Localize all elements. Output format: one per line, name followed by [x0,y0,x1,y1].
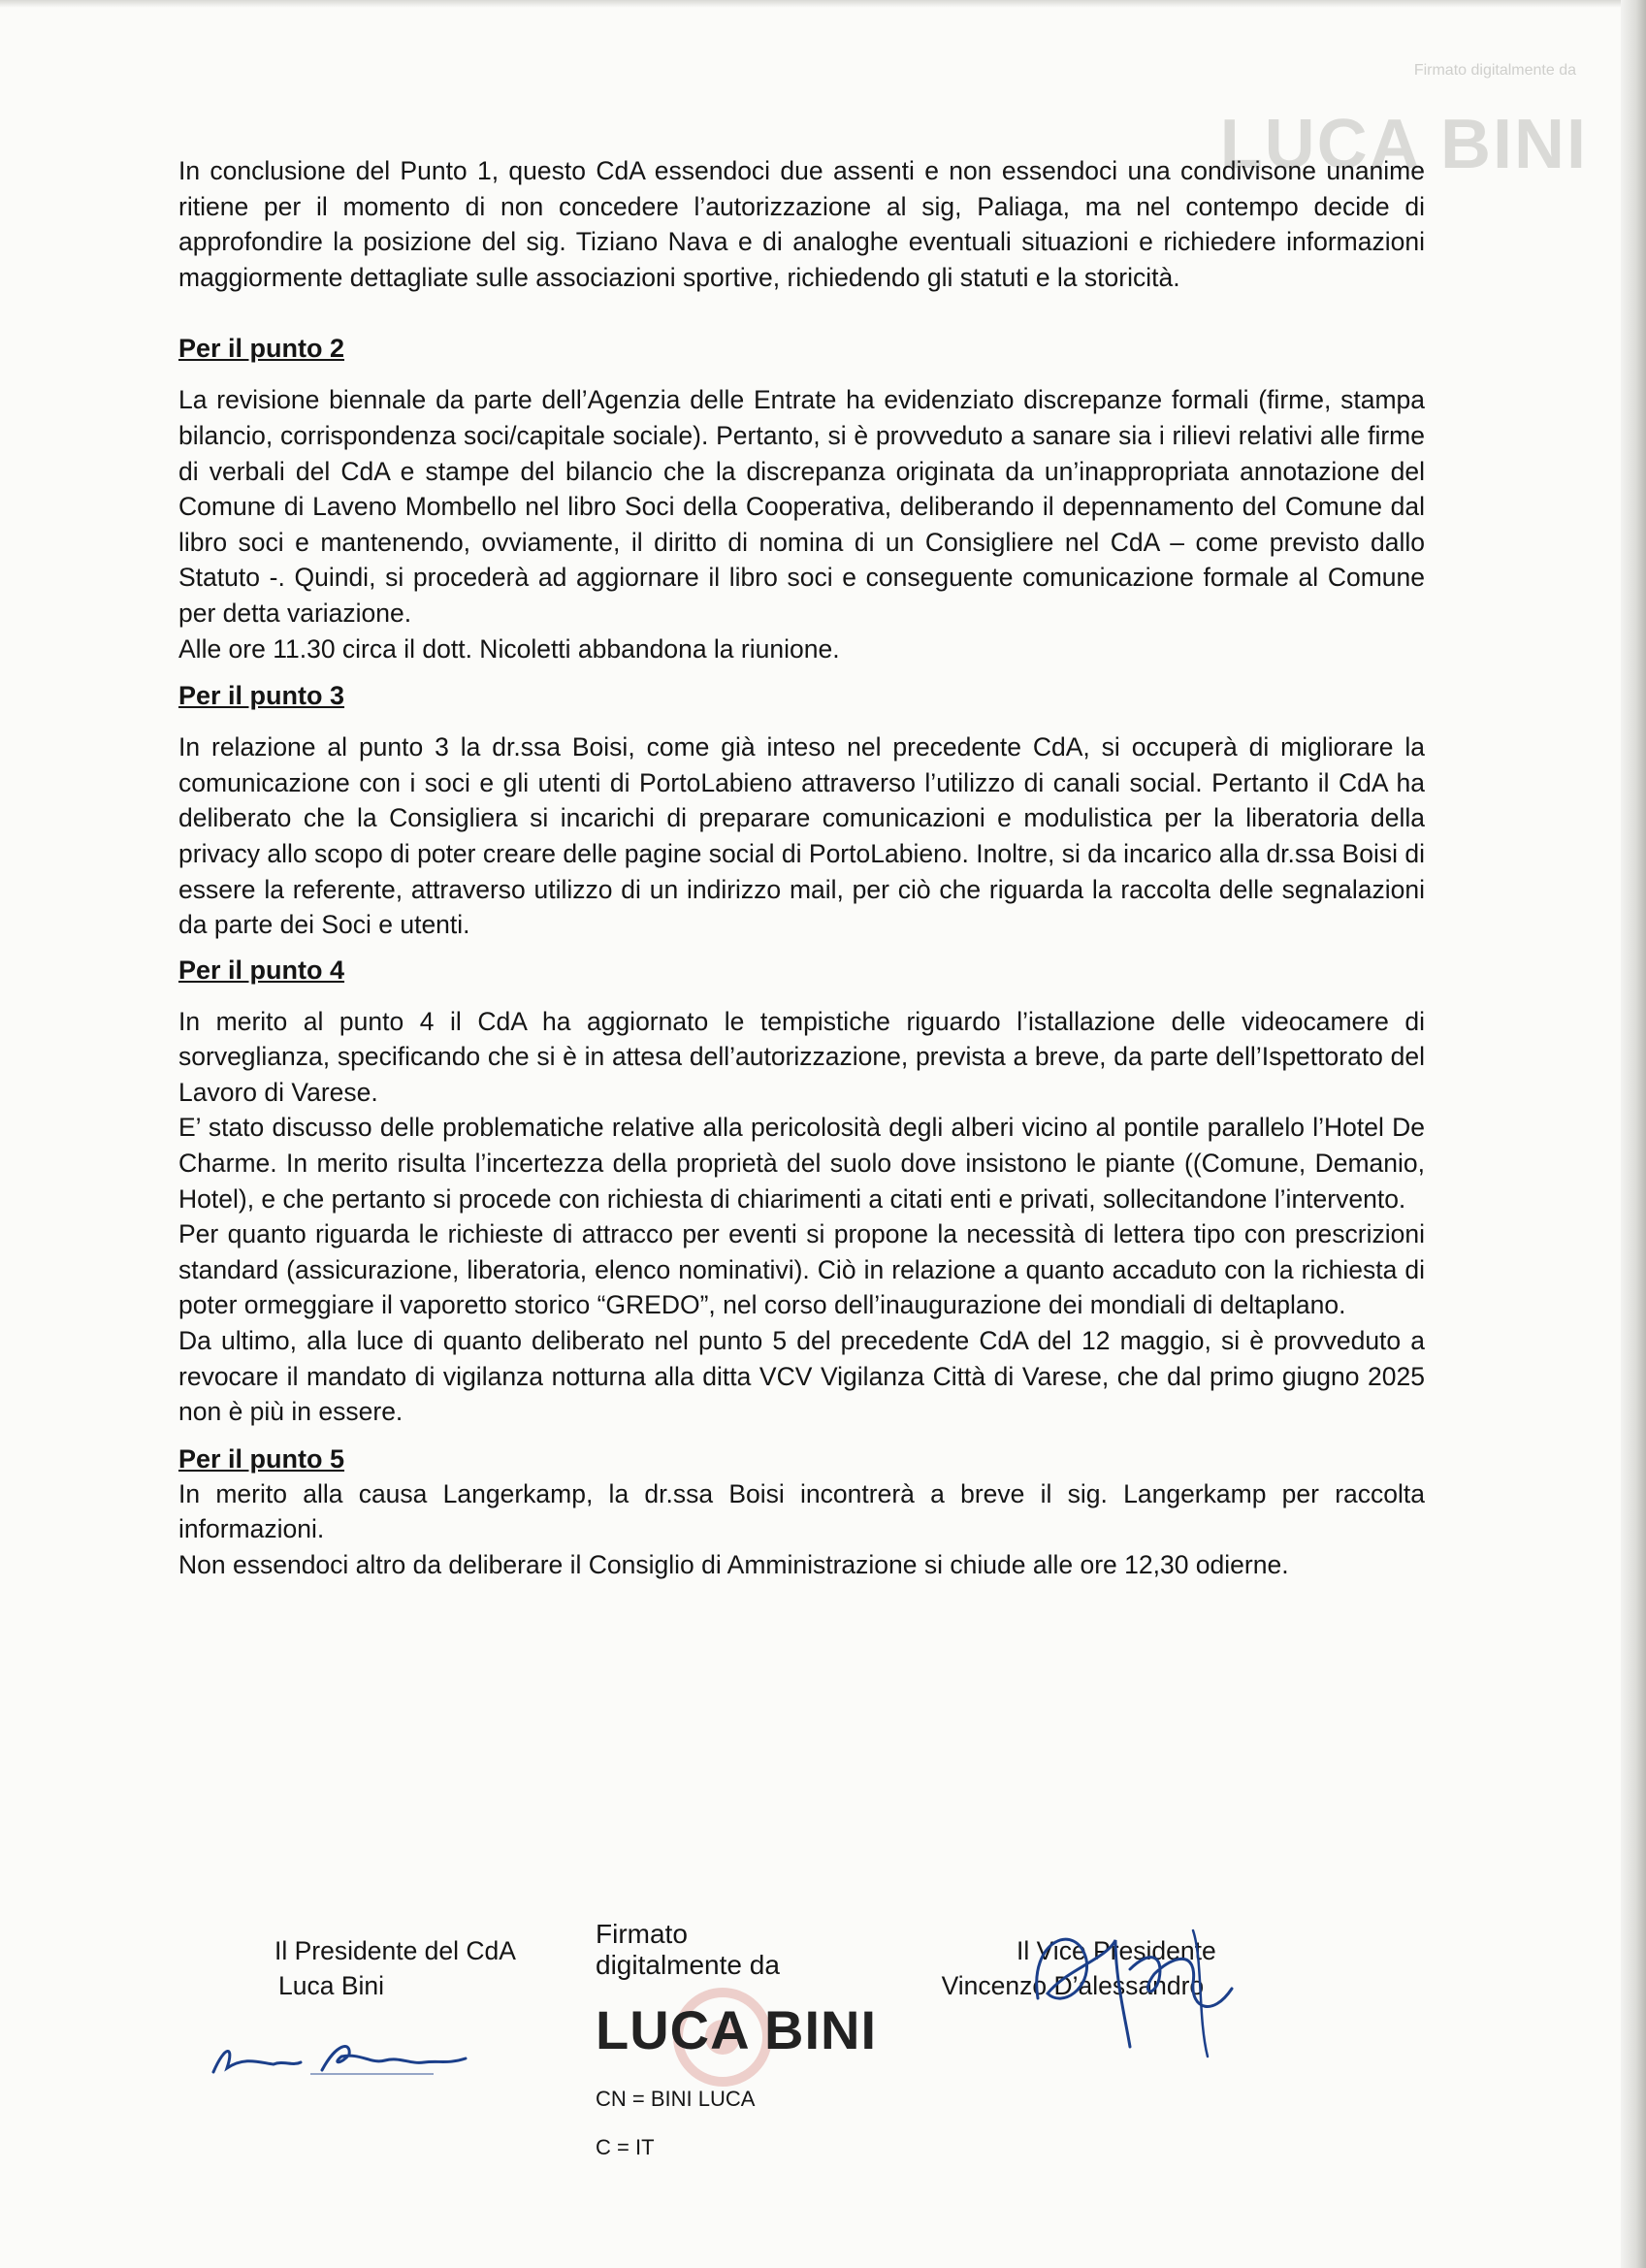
paragraph-punto-2-note: Alle ore 11.30 circa il dott. Nicoletti abbandona la riunione. [178,633,840,664]
digital-signature-label-2: digitalmente da [596,1950,780,1980]
paragraph-punto-4-trees: E’ stato discusso delle problematiche relative alla pericolosità degli alberi vicino al pontile parallelo l’Hotel De Charme. In merito risulta l’incertezza della proprietà del suolo dove insistono le piante ((Comune, Demanio, Hotel), e che pertanto si procede con richiesta di chiarimenti a citati enti e privati, sollecitandone l’intervento. [178,1113,1425,1214]
heading-punto-3: Per il punto 3 [178,681,345,711]
bleed-through-title: LUCA BINI [1219,106,1588,183]
paragraph-punto-4-cameras: In merito al punto 4 il CdA ha aggiornato le tempistiche riguardo l’istallazione delle videocamere di sorveglianza, specificando che si è in attesa dell’autorizzazione, prevista a breve, da parte dell’Ispettorato del Lavoro di Varese. [178,1006,1425,1107]
president-signature-block [274,1933,516,2003]
paragraph-punto-1-conclusion: In conclusione del Punto 1, questo CdA essendoci due assenti e non essendoci una condivisone unanime ritiene per il momento di non concedere l’autorizzazione al sig, Paliaga, ma nel contempo decide di approfondire la posizione del sig. Tiziano Nava e di analoghe eventuali situazioni e richiedere informazioni maggiormente dettagliate sulle associazioni sportive, richiedendo gli statuti e la storicità. [178,156,1425,292]
heading-punto-2: Per il punto 2 [178,334,345,364]
digital-signature-block [596,1919,877,2158]
page-right-edge [1621,0,1646,2268]
president-name: Luca Bini [278,1971,385,2000]
president-handwritten-signature [206,2035,477,2084]
digital-signer-country: C = IT [596,2135,655,2159]
paragraph-punto-4-docking: Per quanto riguarda le richieste di attracco per eventi si propone la necessità di lettera tipo con prescrizioni standard (assicurazione, liberatoria, elenco nominativi). Ciò in relazione a quanto accaduto con la richiesta di poter ormeggiare il vaporetto storico “GREDO”, nel corso dell’inaugurazione dei mondiali di deltaplano. [178,1219,1425,1320]
paragraph-punto-4-vigilance: Da ultimo, alla luce di quanto deliberato nel punto 5 del precedente CdA del 12 maggio, si è provveduto a revocare il mandato di vigilanza notturna alla ditta VCV Vigilanza Città di Varese, che dal primo giugno 2025 non è più in essere. [178,1326,1425,1427]
document-body [178,153,1425,1583]
heading-punto-5: Per il punto 5 [178,1443,345,1474]
page-top-edge [0,0,1646,8]
paragraph-punto-5: In merito alla causa Langerkamp, la dr.ssa Boisi incontrerà a breve il sig. Langerkamp per raccolta informazioni. [178,1478,1425,1544]
digital-signer-name: LUCA BINI [596,1999,878,2060]
vice-president-name: Vincenzo D’alessandro [941,1971,1205,2000]
heading-punto-4: Per il punto 4 [178,955,345,985]
digital-signature-label-1: Firmato [596,1919,688,1949]
paragraph-punto-3: In relazione al punto 3 la dr.ssa Boisi, come già inteso nel precedente CdA, si occuperà di migliorare la comunicazione con i soci e gli utenti di PortoLabieno attraverso l’utilizzo di canali social. Pertanto il CdA ha deliberato che la Consigliera si incarichi di preparare comunicazioni e modulistica per la liberatoria della privacy allo scopo di poter creare delle pagine social di PortoLabieno. Inoltre, si da incarico alla dr.ssa Boisi di essere la referente, attraverso utilizzo di un indirizzo mail, per ciò che riguarda la raccolta delle segnalazioni da parte dei Soci e utenti. [178,732,1425,940]
digital-signer-cn: CN = BINI LUCA [596,2087,756,2111]
president-role: Il Presidente del CdA [274,1936,516,1965]
vice-president-handwritten-signature [970,1901,1261,2066]
bleed-through-subtitle: Firmato digitalmente da [1413,62,1576,79]
paragraph-punto-2: La revisione biennale da parte dell’Agenzia delle Entrate ha evidenziato discrepanze formali (firme, stampa bilancio, corrispondenza soci/capitale sociale). Pertanto, si è provveduto a sanare sia i rilievi relativi alle firme di verbali del CdA e stampe del bilancio che la discrepanza originata da un’inappropriata annotazione del Comune di Laveno Mombello nel libro Soci della Cooperativa, deliberando il depennamento del Comune dal libro soci e mantenendo, ovviamente, il diritto di nomina di un Consigliere nel CdA – come previsto dallo Statuto -. Quindi, si procederà ad aggiornare il libro soci e conseguente comunicazione formale al Comune per detta variazione. [178,385,1425,628]
vice-president-role: Il Vice Presidente [1017,1936,1216,1965]
paragraph-closing: Non essendoci altro da deliberare il Consiglio di Amministrazione si chiude alle ore 12,30 odierne. [178,1550,1289,1579]
